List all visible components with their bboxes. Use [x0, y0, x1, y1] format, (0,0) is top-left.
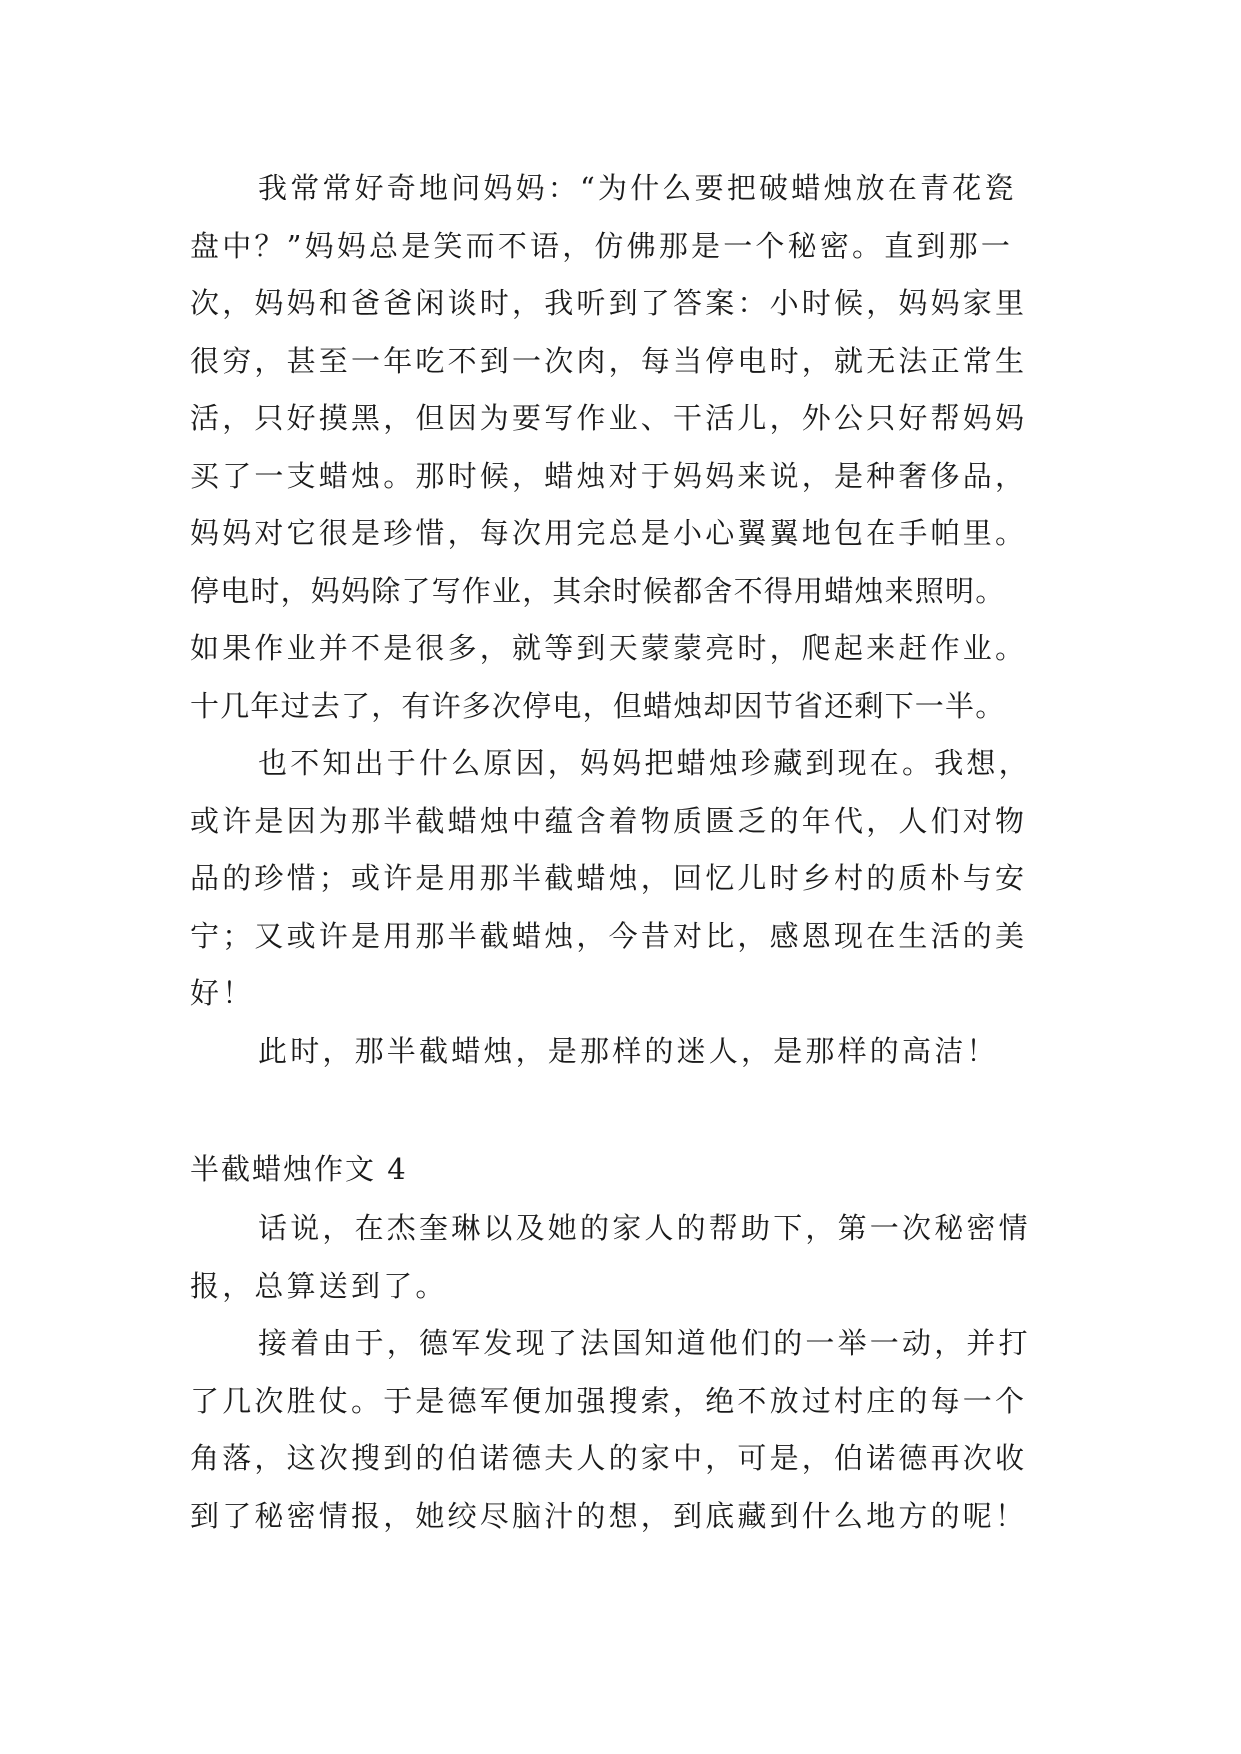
paragraph-line: 了几次胜仗。于是德军便加强搜索，绝不放过村庄的每一个 — [190, 1383, 1028, 1418]
paragraph-line: 妈妈对它很是珍惜，每次用完总是小心翼翼地包在手帕里。 — [190, 516, 1028, 550]
paragraph-line: 如果作业并不是很多，就等到天蒙蒙亮时，爬起来赶作业。 — [190, 631, 1028, 665]
paragraph-line: 接着由于，德军发现了法国知道他们的一举一动，并打 — [258, 1326, 1031, 1360]
paragraph-line: 很穷，甚至一年吃不到一次肉，每当停电时，就无法正常生 — [190, 343, 1028, 378]
paragraph-line: 角落，这次搜到的伯诺德夫人的家中，可是，伯诺德再次收 — [190, 1441, 1028, 1475]
paragraph-line: 十几年过去了，有许多次停电，但蜡烛却因节省还剩下一半。 — [190, 688, 1006, 723]
essay-heading-block — [190, 1141, 1060, 1199]
essay-heading: 半截蜡烛作文 4 — [190, 1152, 408, 1186]
paragraph-line: 活，只好摸黑，但因为要写作业、干活儿，外公只好帮妈妈 — [190, 401, 1028, 435]
paragraph-line: 买了一支蜡烛。那时候，蜡烛对于妈妈来说，是种奢侈品， — [190, 458, 1028, 493]
paragraph-line: 我常常好奇地问妈妈：“为什么要把破蜡烛放在青花瓷 — [258, 171, 1017, 205]
paragraph-line: 次，妈妈和爸爸闲谈时，我听到了答案：小时候，妈妈家里 — [190, 286, 1028, 320]
paragraph-line: 品的珍惜；或许是用那半截蜡烛，回忆儿时乡村的质朴与安 — [190, 861, 1028, 895]
paragraph-line: 停电时，妈妈除了写作业，其余时候都舍不得用蜡烛来照明。 — [190, 573, 1006, 608]
paragraph-line: 报，总算送到了。 — [190, 1268, 448, 1303]
paragraph-line: 到了秘密情报，她绞尽脑汁的想，到底藏到什么地方的呢！ — [190, 1498, 1028, 1533]
essay-section-4-body — [190, 1200, 1060, 1545]
paragraph-line: 好！ — [190, 976, 255, 1010]
paragraph-line: 也不知出于什么原因，妈妈把蜡烛珍藏到现在。我想， — [258, 746, 1031, 780]
essay-section-3-body — [190, 160, 1060, 1080]
paragraph-line: 宁；又或许是用那半截蜡烛，今昔对比，感恩现在生活的美 — [190, 918, 1028, 953]
paragraph-line: 盘中？”妈妈总是笑而不语，仿佛那是一个秘密。直到那一 — [190, 228, 1014, 263]
paragraph-line: 话说，在杰奎琳以及她的家人的帮助下，第一次秘密情 — [258, 1211, 1031, 1245]
paragraph-line: 或许是因为那半截蜡烛中蕴含着物质匮乏的年代，人们对物 — [190, 803, 1028, 838]
paragraph-line: 此时，那半截蜡烛，是那样的迷人，是那样的高洁！ — [258, 1033, 999, 1068]
